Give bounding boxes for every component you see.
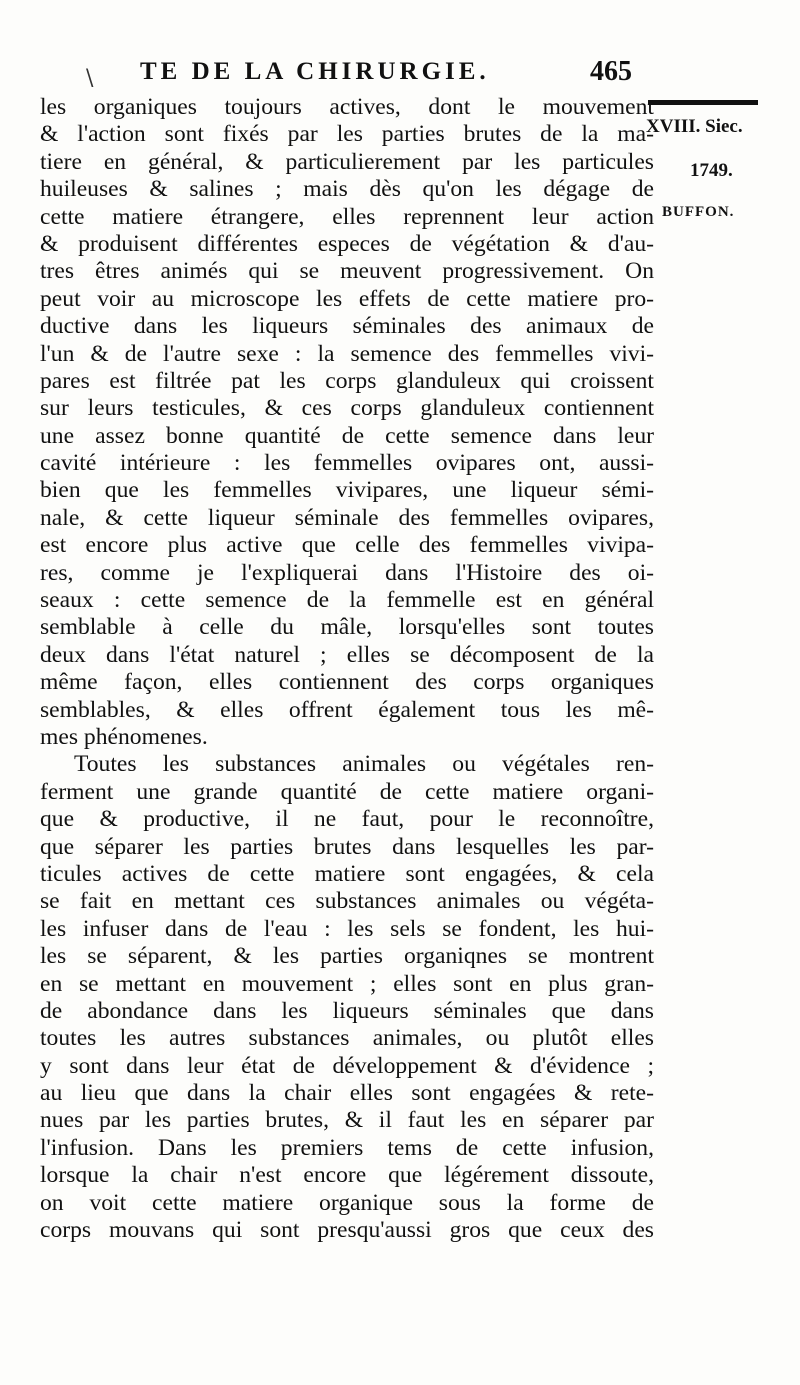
- text-line: que séparer les parties brutes dans lesquelles les par-: [40, 833, 654, 860]
- text-line: seaux : cette semence de la femmelle est en général: [40, 587, 654, 614]
- text-line: l'un & de l'autre sexe : la semence des femmelles vivi-: [40, 340, 654, 367]
- text-line: & produisent différentes especes de végétation & d'au-: [40, 230, 654, 257]
- text-line: même façon, elles contiennent des corps organiques: [40, 669, 654, 696]
- text-line: que & productive, il ne faut, pour le reconnoître,: [40, 806, 654, 833]
- text-line: l'infusion. Dans les premiers tems de cette infusion,: [40, 1134, 654, 1161]
- text-line: une assez bonne quantité de cette semence dans leur: [40, 422, 654, 449]
- text-line: lorsque la chair n'est encore que légérement dissoute,: [40, 1162, 654, 1189]
- text-line: nues par les parties brutes, & il faut les en séparer par: [40, 1107, 654, 1134]
- text-line: tiere en général, & particulierement par les particules: [40, 148, 654, 175]
- margin-rule: [648, 100, 758, 105]
- text-line: res, comme je l'expliquerai dans l'Histoire des oi-: [40, 559, 654, 586]
- text-line: nale, & cette liqueur séminale des femmelles ovipares,: [40, 504, 654, 531]
- text-line: semblables, & elles offrent également tous les mê-: [40, 696, 654, 723]
- text-line: deux dans l'état naturel ; elles se décomposent de la: [40, 641, 654, 668]
- text-line: se fait en mettant ces substances animales ou végéta-: [40, 888, 654, 915]
- text-line: cette matiere étrangere, elles reprennent leur action: [40, 203, 654, 230]
- text-line: les organiques toujours actives, dont le mouvement: [40, 94, 654, 120]
- text-line: cavité intérieure : les femmelles ovipares ont, aussi-: [40, 450, 654, 477]
- page-number: 465: [590, 56, 632, 87]
- text-line: corps mouvans qui sont presqu'aussi gros que ceux des: [40, 1217, 654, 1244]
- text-line: ticules actives de cette matiere sont engagées, & cela: [40, 860, 654, 887]
- text-line: sur leurs testicules, & ces corps glanduleux contiennent: [40, 395, 654, 422]
- text-line: ferment une grande quantité de cette matiere organi-: [40, 778, 654, 805]
- text-line: & l'action sont fixés par les parties brutes de la ma-: [40, 121, 654, 148]
- text-line: mes phénomenes.: [40, 723, 208, 750]
- text-line: en se mettant en mouvement ; elles sont en plus gran-: [40, 970, 654, 997]
- text-line: est encore plus active que celle des femmelles vivipa-: [40, 532, 654, 559]
- sidenote-century: XVIII. Siec.: [646, 116, 743, 137]
- body-text: [40, 94, 654, 1244]
- sidenote-author: BUFFON.: [662, 204, 735, 220]
- text-line: de abondance dans les liqueurs séminales que dans: [40, 997, 654, 1024]
- text-line: toutes les autres substances animales, ou plutôt elles: [40, 1025, 654, 1052]
- text-line: les infuser dans de l'eau : les sels se fondent, les hui-: [40, 915, 654, 942]
- text-line: au lieu que dans la chair elles sont engagées & rete-: [40, 1080, 654, 1107]
- text-line: tres êtres animés qui se meuvent progressivement. On: [40, 258, 654, 285]
- text-line: Toutes les substances animales ou végétales ren-: [74, 751, 654, 778]
- text-line: pares est filtrée pat les corps glanduleux qui croissent: [40, 367, 654, 394]
- sidenote-year: 1749.: [690, 160, 733, 181]
- text-line: les se séparent, & les parties organiqnes se montrent: [40, 943, 654, 970]
- text-line: semblable à celle du mâle, lorsqu'elles sont toutes: [40, 614, 654, 641]
- margin-smudge: \: [86, 66, 94, 91]
- text-line: on voit cette matiere organique sous la forme de: [40, 1189, 654, 1216]
- text-line: ductive dans les liqueurs séminales des animaux de: [40, 313, 654, 340]
- text-line: peut voir au microscope les effets de cette matiere pro-: [40, 285, 654, 312]
- text-line: y sont dans leur état de développement & d'évidence ;: [40, 1052, 654, 1079]
- text-line: bien que les femmelles vivipares, une liqueur sémi-: [40, 477, 654, 504]
- text-line: huileuses & salines ; mais dès qu'on les dégage de: [40, 176, 654, 203]
- running-head: TE DE LA CHIRURGIE.: [140, 58, 490, 85]
